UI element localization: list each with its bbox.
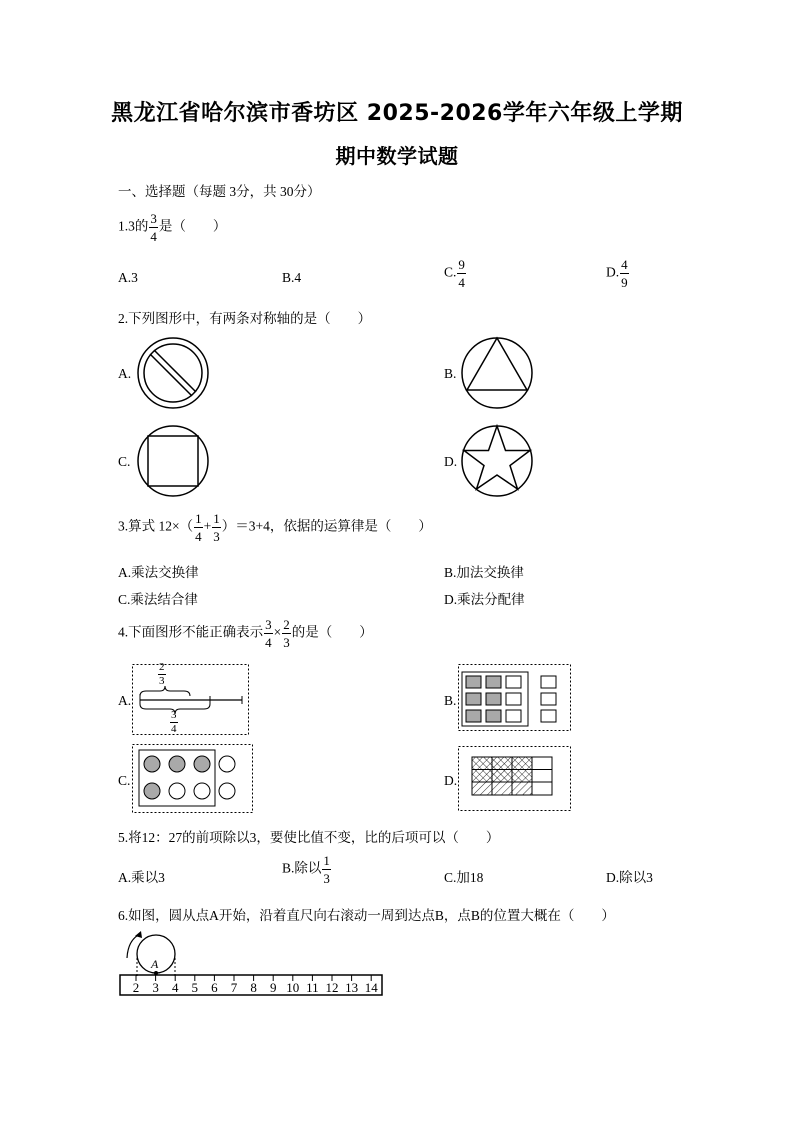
q4-figure-b-squares-grid — [458, 664, 572, 732]
ruler-label: 12 — [325, 980, 339, 995]
ruler-label: 6 — [211, 980, 218, 995]
q4-figure-d-hatched-rectangle — [458, 746, 572, 812]
q3-option-c[interactable]: C.乘法结合律 — [118, 592, 198, 607]
q2-option-b-label[interactable]: B. — [444, 366, 457, 381]
q1-option-c[interactable]: C. $\frac{9}{4}$ — [444, 257, 465, 290]
question-2: 2.下列图形中，有两条对称轴的是（ ） — [118, 311, 372, 326]
page-title: 黑龙江省哈尔滨市香坊区 2025-2026学年六年级上学期 — [111, 101, 683, 126]
q1-option-a[interactable]: A.3 — [118, 270, 138, 285]
ruler-label: 4 — [171, 980, 179, 995]
q1-fraction: $\frac{3}{4}$ — [150, 211, 157, 244]
q5-option-c[interactable]: C.加18 — [444, 870, 484, 885]
q1-option-d[interactable]: D. $\frac{4}{9}$ — [606, 257, 628, 290]
q4-option-c-label[interactable]: C. — [118, 773, 131, 788]
ruler-label: 14 — [364, 980, 378, 995]
q3-option-d[interactable]: D.乘法分配律 — [444, 592, 525, 607]
q2-figure-b-triangle-in-circle — [460, 336, 536, 412]
ruler-label: 2 — [132, 980, 140, 995]
q5-option-b[interactable]: B.除以 $\frac{1}{3}$ — [282, 853, 330, 886]
ruler-label: 10 — [286, 980, 300, 995]
question-4: 4.下面图形不能正确表示 $\frac{3}{4}$ × $\frac{2}{3}$ 的是（ ） — [118, 617, 373, 650]
q2-figure-a-circle-slash — [136, 336, 212, 412]
q4-option-d-label[interactable]: D. — [444, 773, 458, 788]
question-6: 6.如图，圆从点A开始，沿着直尺向右滚动一周到达点B，点B的位置大概在（ ） — [118, 908, 615, 923]
ruler-label: 3 — [152, 980, 159, 995]
question-1 — [118, 212, 226, 243]
q1-option-b[interactable]: B.4 — [282, 270, 302, 285]
q1-stem-pre: 1.3的 — [118, 218, 149, 234]
q2-option-c-label[interactable]: C. — [118, 454, 131, 469]
q4-option-a-label[interactable]: A. — [118, 693, 132, 708]
ruler-label: 8 — [250, 980, 257, 995]
question-5: 5.将12：27的前项除以3，要使比值不变，比的后项可以（ ） — [118, 830, 500, 845]
ruler-label: 5 — [191, 980, 199, 995]
q2-option-a-label[interactable]: A. — [118, 366, 132, 381]
question-3: 3.算式 12×（ $\frac{1}{4}$ + $\frac{1}{3}$ ）＝3+4，依据的运算律是（ ） — [118, 511, 432, 544]
q4-a-top-fraction: 2 3 — [159, 661, 165, 687]
q1-stem-post: 是（ ） — [158, 218, 227, 234]
q6-point-a-label: A — [151, 957, 159, 971]
q3-option-a[interactable]: A.乘法交换律 — [118, 565, 199, 580]
section-header: 一、选择题（每题 3分，共 30分） — [118, 184, 321, 199]
ruler-label: 13 — [345, 980, 359, 995]
q4-figure-a-line-braces — [132, 661, 250, 736]
ruler-label: 9 — [269, 980, 277, 995]
page-subtitle: 期中数学试题 — [335, 144, 459, 168]
q4-figure-c-circles-grid — [132, 744, 254, 814]
q2-figure-d-star-in-circle — [460, 424, 536, 500]
q2-option-d-label[interactable]: D. — [444, 454, 458, 469]
q3-option-b[interactable]: B.加法交换律 — [444, 565, 524, 580]
ruler-label: 11 — [306, 980, 319, 995]
q4-a-bottom-fraction: 3 4 — [171, 709, 177, 735]
q5-option-a[interactable]: A.乘以3 — [118, 870, 165, 885]
q4-option-b-label[interactable]: B. — [444, 693, 457, 708]
ruler-label: 7 — [230, 980, 238, 995]
q2-figure-c-square-in-circle — [136, 424, 212, 500]
q5-option-d[interactable]: D.除以3 — [606, 870, 653, 885]
